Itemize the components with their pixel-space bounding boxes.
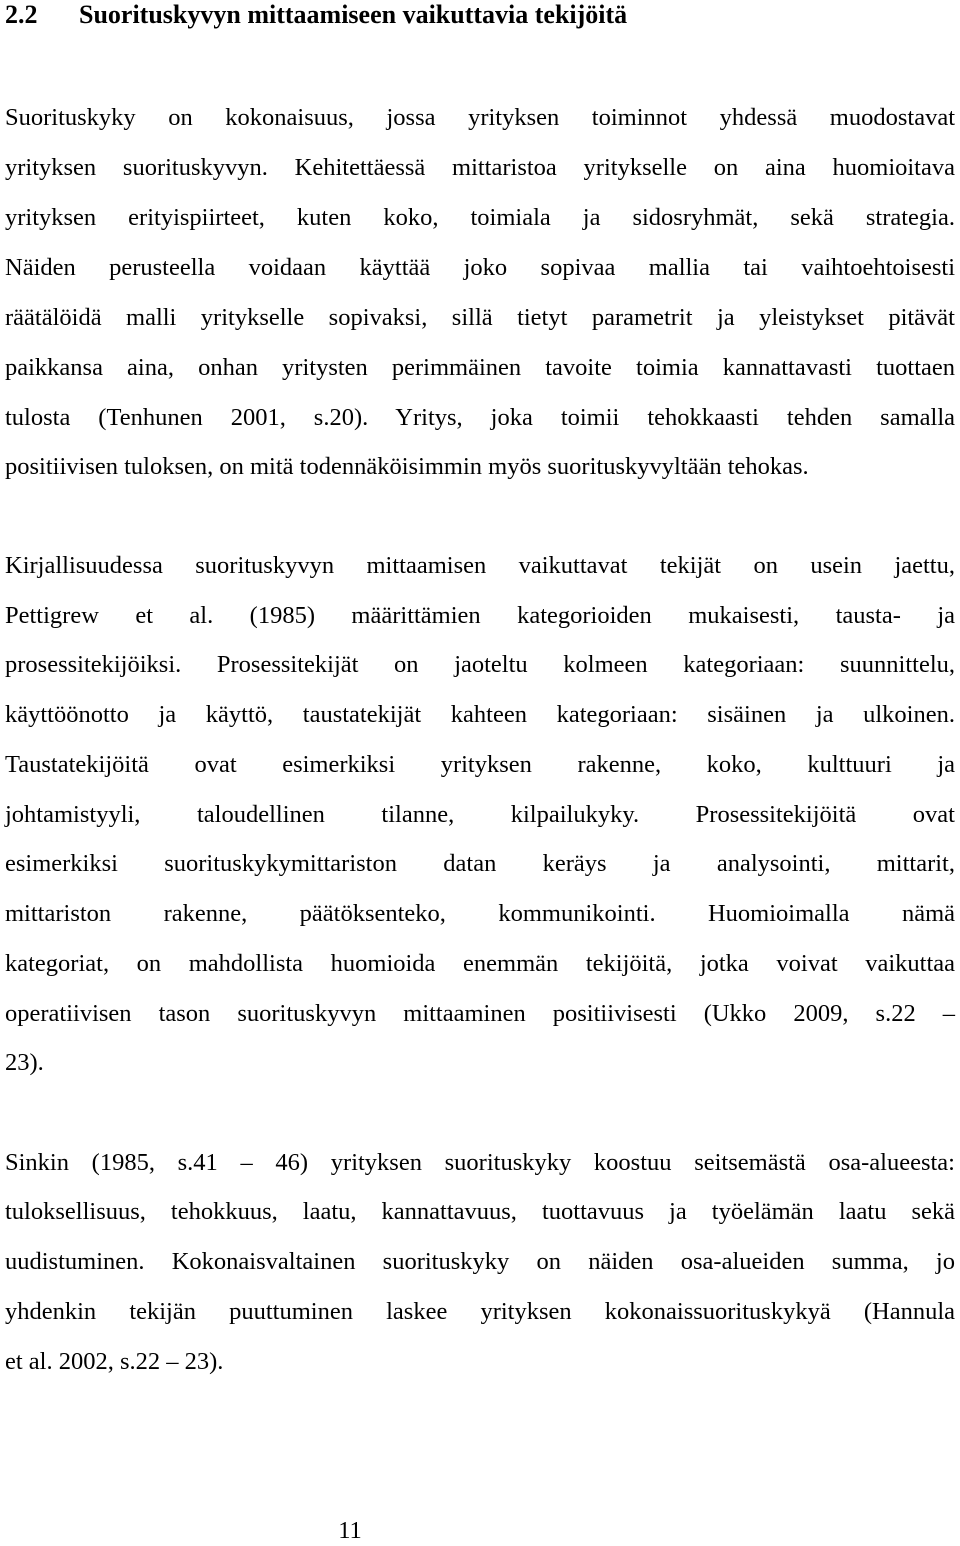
text-line: yrityksen suorituskyvyn. Kehitettäessä mittaristoa yritykselle on aina huomioitava: [5, 154, 955, 181]
text-line: Pettigrew et al. (1985) määrittämien kategorioiden mukaisesti, tausta- ja: [5, 602, 955, 629]
text-line: et al. 2002, s.22 – 23).: [5, 1348, 224, 1375]
text-line: tuloksellisuus, tehokkuus, laatu, kannattavuus, tuottavuus ja työelämän laatu sekä: [5, 1198, 955, 1225]
text-line: esimerkiksi suorituskykymittariston datan keräys ja analysointi, mittarit,: [5, 850, 955, 877]
text-line: Näiden perusteella voidaan käyttää joko sopivaa mallia tai vaihtoehtoisesti: [5, 254, 955, 281]
text-line: kategoriat, on mahdollista huomioida enemmän tekijöitä, jotka voivat vaikuttaa: [5, 950, 955, 977]
section-title: Suorituskyvyn mittaamiseen vaikuttavia tekijöitä: [79, 0, 628, 29]
text-line: yhdenkin tekijän puuttuminen laskee yrityksen kokonaissuorituskykyä (Hannula: [5, 1298, 955, 1325]
text-line: paikkansa aina, onhan yritysten perimmäinen tavoite toimia kannattavasti tuottaen: [5, 354, 955, 381]
text-line: yrityksen erityispiirteet, kuten koko, toimiala ja sidosryhmät, sekä strategia.: [5, 204, 955, 231]
section-number: 2.2: [5, 0, 38, 29]
text-line: Suorituskyky on kokonaisuus, jossa yrityksen toiminnot yhdessä muodostavat: [5, 104, 955, 131]
text-line: operatiivisen tason suorituskyvyn mittaaminen positiivisesti (Ukko 2009, s.22 –: [5, 1000, 955, 1027]
text-line: 23).: [5, 1049, 44, 1076]
page-number: 11: [338, 1517, 362, 1544]
text-line: Kirjallisuudessa suorituskyvyn mittaamisen vaikuttavat tekijät on usein jaettu,: [5, 552, 955, 579]
text-line: Taustatekijöitä ovat esimerkiksi yrityksen rakenne, koko, kulttuuri ja: [5, 751, 955, 778]
text-line: johtamistyyli, taloudellinen tilanne, kilpailukyky. Prosessitekijöitä ovat: [5, 801, 955, 828]
text-line: Sinkin (1985, s.41 – 46) yrityksen suorituskyky koostuu seitsemästä osa-alueesta:: [5, 1149, 955, 1176]
text-line: mittariston rakenne, päätöksenteko, kommunikointi. Huomioimalla nämä: [5, 900, 955, 927]
text-line: tulosta (Tenhunen 2001, s.20). Yritys, joka toimii tehokkaasti tehden samalla: [5, 404, 955, 431]
section-heading: [5, 0, 955, 30]
text-line: prosessitekijöiksi. Prosessitekijät on jaoteltu kolmeen kategoriaan: suunnittelu,: [5, 651, 955, 678]
text-line: räätälöidä malli yritykselle sopivaksi, sillä tietyt parametrit ja yleistykset pitävät: [5, 304, 955, 331]
text-line: uudistuminen. Kokonaisvaltainen suorituskyky on näiden osa-alueiden summa, jo: [5, 1248, 955, 1275]
text-line: käyttöönotto ja käyttö, taustatekijät kahteen kategoriaan: sisäinen ja ulkoinen.: [5, 701, 955, 728]
text-line: positiivisen tuloksen, on mitä todennäköisimmin myös suorituskyvyltään tehokas.: [5, 453, 809, 480]
